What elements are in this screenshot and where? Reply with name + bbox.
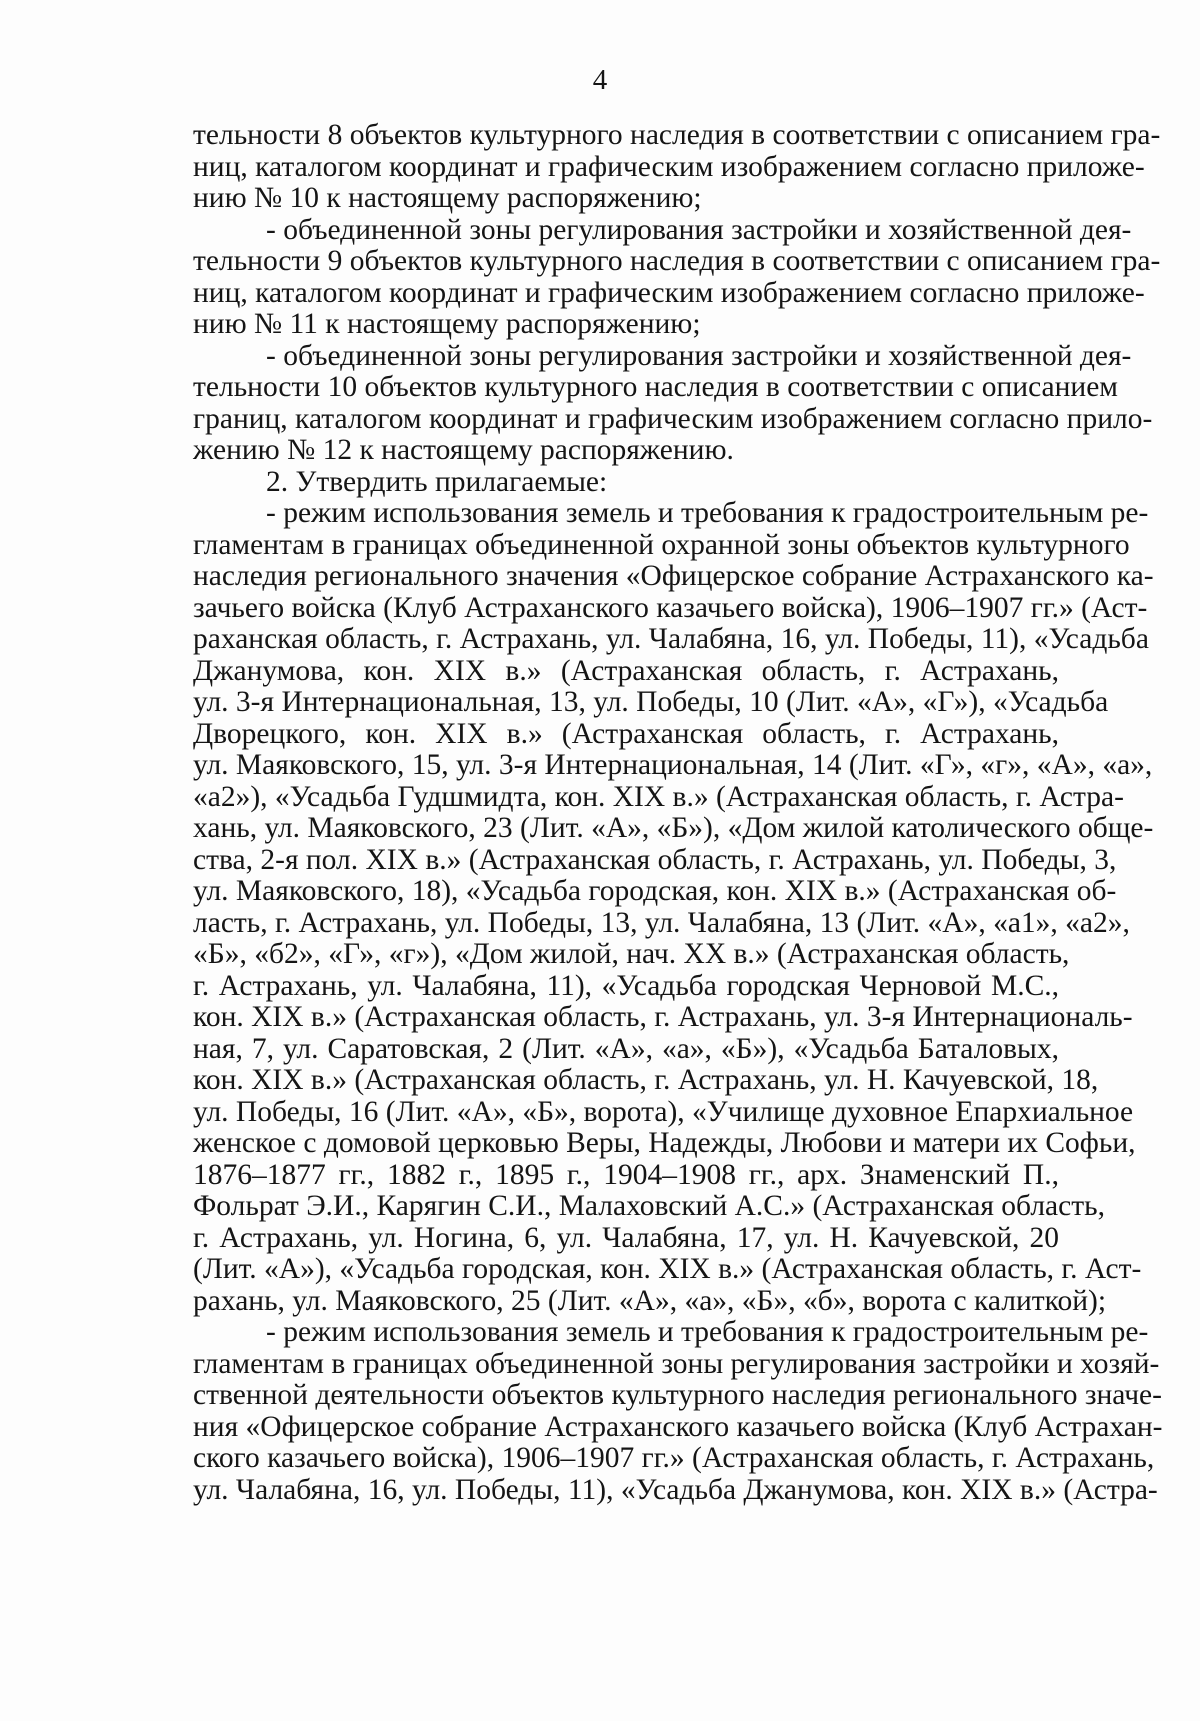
text-line: жению № 12 к настоящему распоряжению.	[193, 434, 734, 466]
text-line: ственной деятельности объектов культурного наследия регионального значе-	[193, 1379, 1162, 1411]
text-line: - объединенной зоны регулирования застройки и хозяйственной дея-	[266, 213, 1132, 246]
text-line: г. Астрахань, ул. Ногина, 6, ул. Чалабяна, 17, ул. Н. Качуевской, 20	[193, 1221, 1059, 1254]
text-line: ниц, каталогом координат и графическим изображением согласно приложе-	[193, 150, 1145, 183]
text-line: ласть, г. Астрахань, ул. Победы, 13, ул. Чалабяна, 13 (Лит. «А», «а1», «а2»,	[193, 906, 1130, 939]
text-line: (Лит. «А»), «Усадьба городская, кон. XIX в.» (Астраханская область, г. Аст-	[193, 1253, 1142, 1285]
text-line: кон. XIX в.» (Астраханская область, г. Астрахань, ул. Н. Качуевской, 18,	[193, 1064, 1099, 1096]
page-number: 4	[592, 64, 608, 96]
text-line: границ, каталогом координат и графическим изображением согласно прило-	[193, 402, 1153, 435]
text-line: 1876–1877 гг., 1882 г., 1895 г., 1904–1908 гг., арх. Знаменский П.,	[193, 1158, 1059, 1191]
text-line: женское с домовой церковью Веры, Надежды, Любови и матери их Софьи,	[193, 1127, 1136, 1159]
text-line: раханская область, г. Астрахань, ул. Чалабяна, 16, ул. Победы, 11), «Усадьба	[193, 623, 1149, 655]
text-line: тельности 9 объектов культурного наследия в соответствии с описанием гра-	[193, 245, 1161, 277]
text-line: ния «Офицерское собрание Астраханского казачьего войска (Клуб Астрахан-	[193, 1410, 1163, 1443]
text-line: гламентам в границах объединенной зоны регулирования застройки и хозяй-	[193, 1347, 1160, 1380]
text-line: гламентам в границах объединенной охранной зоны объектов культурного	[193, 528, 1130, 561]
text-line: ниц, каталогом координат и графическим изображением согласно приложе-	[193, 276, 1145, 309]
text-line: ул. 3-я Интернациональная, 13, ул. Победы, 10 (Лит. «А», «Г»), «Усадьба	[193, 686, 1109, 718]
text-line: зачьего войска (Клуб Астраханского казачьего войска), 1906–1907 гг.» (Аст-	[193, 591, 1148, 624]
text-line: 2. Утвердить прилагаемые:	[266, 465, 608, 498]
text-line: Джанумова, кон. XIX в.» (Астраханская область, г. Астрахань,	[193, 654, 1059, 687]
text-line: ная, 7, ул. Саратовская, 2 (Лит. «А», «а», «Б»), «Усадьба Баталовых,	[193, 1032, 1059, 1065]
text-line: ул. Маяковского, 18), «Усадьба городская, кон. XIX в.» (Астраханская об-	[193, 875, 1117, 907]
text-line: ул. Победы, 16 (Лит. «А», «Б», ворота), «Училище духовное Епархиальное	[193, 1095, 1134, 1128]
text-line: нию № 10 к настоящему распоряжению;	[193, 182, 702, 214]
text-line: - режим использования земель и требования к градостроительным ре-	[266, 497, 1149, 529]
document-body	[193, 119, 1163, 1506]
text-line: ул. Маяковского, 15, ул. 3-я Интернациональная, 14 (Лит. «Г», «г», «А», «а»,	[193, 749, 1153, 781]
text-line: ства, 2-я пол. XIX в.» (Астраханская область, г. Астрахань, ул. Победы, 3,	[193, 843, 1117, 876]
text-line: тельности 8 объектов культурного наследия в соответствии с описанием гра-	[193, 119, 1161, 151]
text-line: кон. XIX в.» (Астраханская область, г. Астрахань, ул. 3-я Интернациональ-	[193, 1001, 1133, 1033]
text-line: рахань, ул. Маяковского, 25 (Лит. «А», «а», «Б», «б», ворота с калиткой);	[193, 1284, 1107, 1317]
text-line: Фольрат Э.И., Карягин С.И., Малаховский А.С.» (Астраханская область,	[193, 1190, 1105, 1222]
text-line: - режим использования земель и требования к градостроительным ре-	[266, 1316, 1149, 1348]
text-line: хань, ул. Маяковского, 23 (Лит. «А», «Б»), «Дом жилой католического обще-	[193, 812, 1154, 844]
text-line: - объединенной зоны регулирования застройки и хозяйственной дея-	[266, 339, 1132, 372]
text-line: нию № 11 к настоящему распоряжению;	[193, 308, 701, 340]
text-line: тельности 10 объектов культурного наследия в соответствии с описанием	[193, 371, 1118, 403]
text-line: ского казачьего войска), 1906–1907 гг.» (Астраханская область, г. Астрахань,	[193, 1442, 1155, 1474]
text-line: «Б», «б2», «Г», «г»), «Дом жилой, нач. XX в.» (Астраханская область,	[193, 938, 1070, 970]
text-line: Дворецкого, кон. XIX в.» (Астраханская область, г. Астрахань,	[193, 717, 1059, 750]
text-line: ул. Чалабяна, 16, ул. Победы, 11), «Усадьба Джанумова, кон. XIX в.» (Астра-	[193, 1473, 1158, 1506]
text-line: «а2»), «Усадьба Гудшмидта, кон. XIX в.» (Астраханская область, г. Астра-	[193, 780, 1124, 813]
text-line: наследия регионального значения «Офицерское собрание Астраханского ка-	[193, 560, 1154, 592]
text-line: г. Астрахань, ул. Чалабяна, 11), «Усадьба городская Черновой М.С.,	[193, 969, 1059, 1002]
